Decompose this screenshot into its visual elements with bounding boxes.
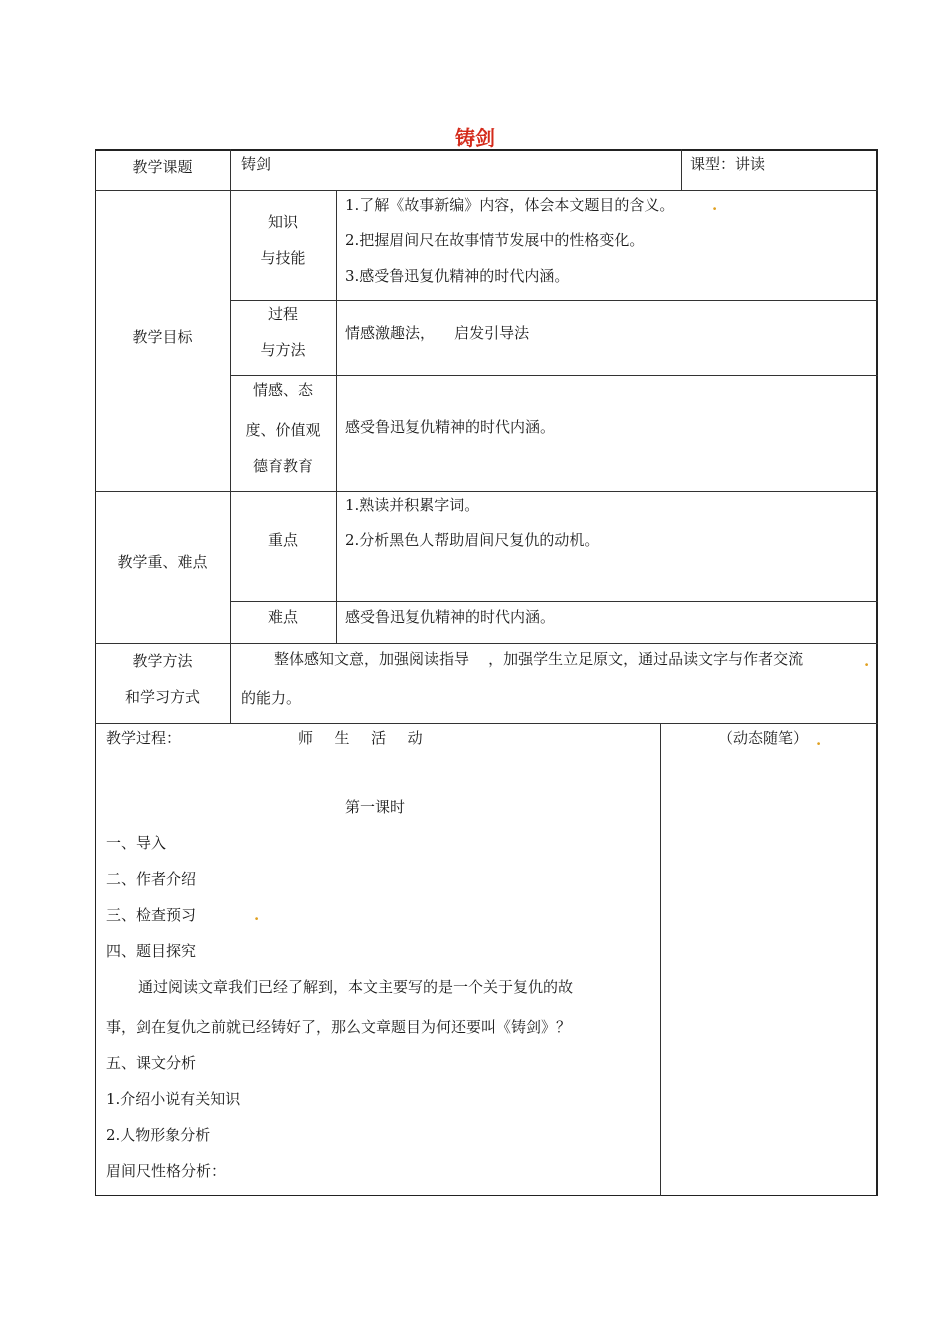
course-value: 铸剑 <box>241 155 272 173</box>
notes-header: （动态随笔） <box>718 729 809 747</box>
knowledge-item: 2.把握眉间尺在故事情节发展中的性格变化。 <box>345 231 645 249</box>
highlight-mark: . <box>254 906 260 924</box>
methods-label-2: 和学习方式 <box>124 688 200 706</box>
process-label-1: 过程 <box>267 305 298 323</box>
goals-label: 教学目标 <box>132 328 193 346</box>
key-item: 2.分析黑色人帮助眉间尺复仇的动机。 <box>345 531 600 549</box>
emotion-label-2: 度、价值观 <box>245 421 321 439</box>
knowledge-item: 3.感受鲁迅复仇精神的时代内涵。 <box>345 267 570 285</box>
col-divider <box>336 190 337 643</box>
knowledge-item: 1.了解《故事新编》内容，体会本文题目的含义。 <box>345 196 675 214</box>
process-label: 教学过程： <box>106 729 182 747</box>
process-line: 二、作者介绍 <box>106 870 197 888</box>
process-line: 四、题目探究 <box>106 942 197 960</box>
process-header: 师 生 活 动 <box>298 729 427 747</box>
methods-label-1: 教学方法 <box>132 652 193 670</box>
emotion-label-1: 情感、态 <box>252 381 313 399</box>
lesson-heading: 第一课时 <box>345 798 406 816</box>
key-label: 重点 <box>267 531 298 549</box>
emotion-text: 感受鲁迅复仇精神的时代内涵。 <box>345 418 556 436</box>
col-divider <box>660 723 661 1196</box>
emotion-label-3: 德育教育 <box>252 457 313 475</box>
methods-line: 的能力。 <box>241 689 302 707</box>
process-method: 情感激趣法， 启发引导法 <box>345 324 530 342</box>
knowledge-label-2: 与技能 <box>260 249 306 267</box>
process-line: 一、导入 <box>106 834 167 852</box>
highlight-mark: . <box>816 731 822 749</box>
course-label: 教学课题 <box>132 158 193 176</box>
row-divider <box>95 491 878 492</box>
knowledge-label-1: 知识 <box>267 213 298 231</box>
highlight-mark: . <box>864 652 870 670</box>
process-line: 通过阅读文章我们已经了解到，本文主要写的是一个关于复仇的故 <box>138 978 574 996</box>
difficult-label: 难点 <box>267 608 298 626</box>
process-line: 2.人物形象分析 <box>106 1126 211 1144</box>
methods-line: 整体感知文意，加强阅读指导 ，加强学生立足原文，通过品读文字与作者交流 <box>274 650 804 668</box>
course-type: 课型：讲读 <box>690 155 766 173</box>
process-line: 1.介绍小说有关知识 <box>106 1090 241 1108</box>
keypoints-label: 教学重、难点 <box>117 553 208 571</box>
highlight-mark: . <box>712 196 718 214</box>
key-item: 1.熟读并积累字词。 <box>345 496 480 514</box>
process-line: 事，剑在复仇之前就已经铸好了，那么文章题目为何还要叫《铸剑》？ <box>106 1018 572 1036</box>
process-line: 眉间尺性格分析： <box>106 1162 227 1180</box>
process-line: 三、检查预习 <box>106 906 197 924</box>
page-title: 铸剑 <box>455 126 495 150</box>
process-line: 五、课文分析 <box>106 1054 197 1072</box>
col-divider <box>681 149 682 190</box>
process-label-2: 与方法 <box>260 341 306 359</box>
difficult-text: 感受鲁迅复仇精神的时代内涵。 <box>345 608 556 626</box>
